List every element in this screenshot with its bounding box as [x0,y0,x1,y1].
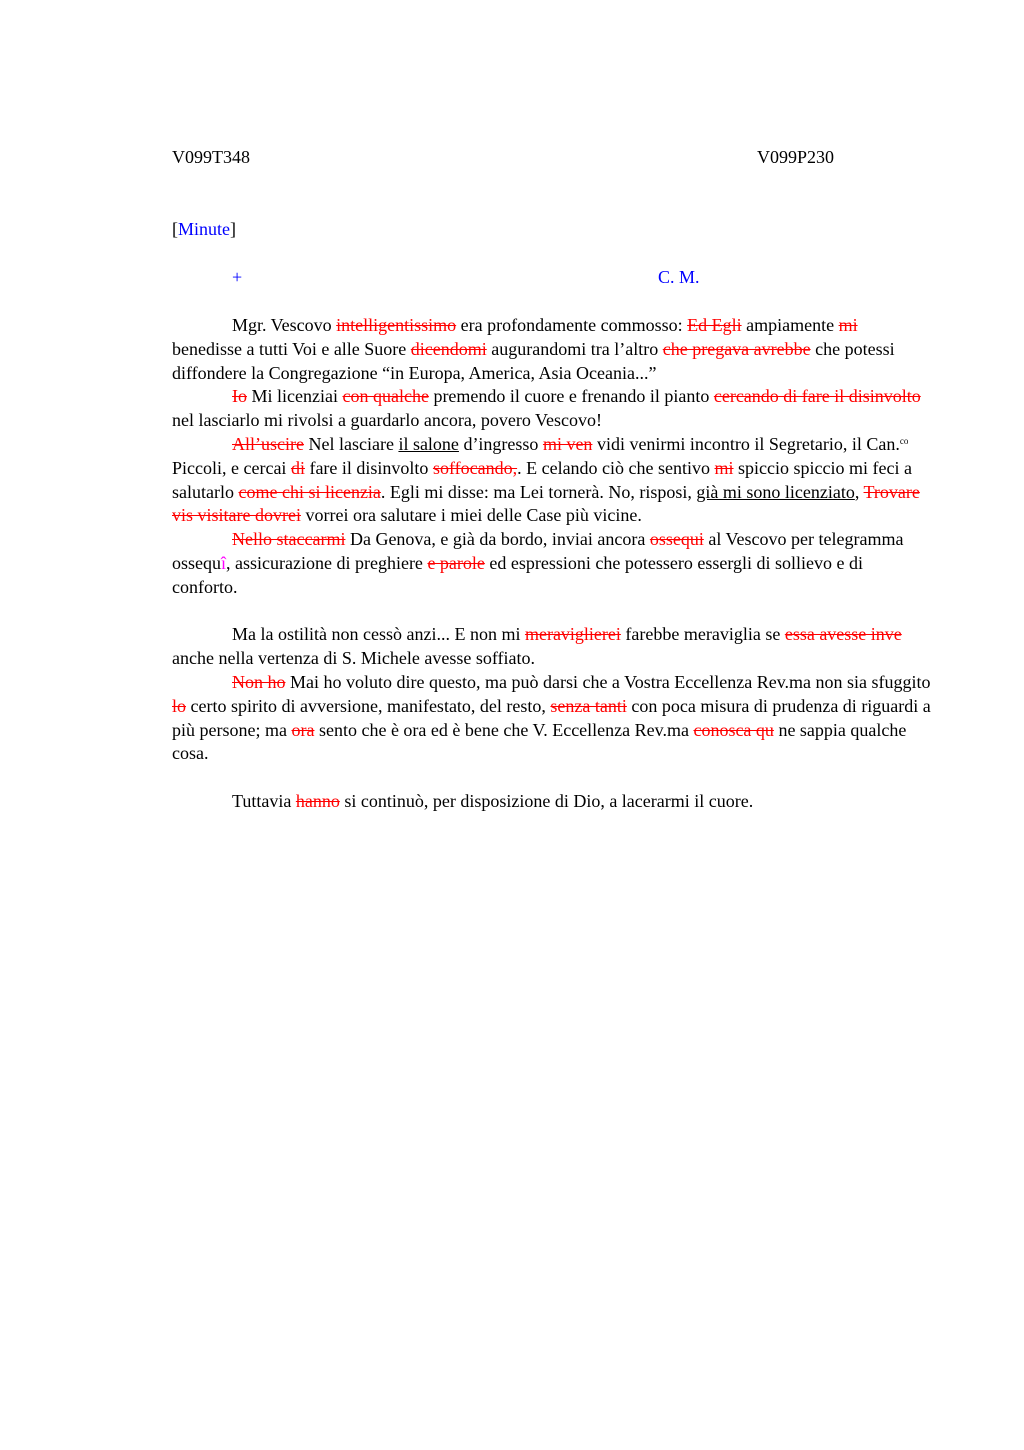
text-run: Ma la ostilità non cessò anzi... E non mi [232,624,525,645]
text-run: , [854,481,864,502]
text-run: augurandomi tra l’altro [486,338,663,359]
text-run: d’ingresso [458,433,543,454]
text-run: nel lasciarlo mi rivolsi a guardarlo ancora, povero Vescovo! [172,410,603,431]
deleted-text: Nello staccarmi [232,529,346,550]
paragraph-6 [172,671,932,766]
text-run: si continuò, per disposizione di Dio, a lacerarmi il cuore. [339,790,754,811]
deleted-text: ora [291,719,315,740]
paragraph-2 [172,385,932,433]
text-run: . E celando ciò che sentivo [517,457,715,478]
text-run: era profondamente commosso: [456,315,688,335]
cm-heading: C. M. [658,267,700,287]
text-run: Mai ho voluto dire questo, ma può darsi che a Vostra Eccellenza Rev.ma non sia sfuggito [285,671,931,692]
deleted-text: Non ho [232,671,286,692]
deleted-text: che pregava avrebbe [662,338,811,359]
text-run: anche nella vertenza di S. Michele avesse soffiato. [172,648,536,669]
text-run: con poca misura di prudenza di riguardi a più persone; ma [172,695,931,740]
deleted-text: con qualche [342,386,429,407]
deleted-text: dicendomi [410,338,487,359]
document-code-left: V099T348 [172,147,250,167]
deleted-text: intelligentissimo [336,315,457,335]
minute-label: Minute [178,219,230,239]
text-run: Mgr. Vescovo [232,315,337,335]
text-run: vorrei ora salutare i miei delle Case più vicine. [300,505,642,526]
deleted-text: hanno [295,790,340,811]
bracket-close: ] [230,219,236,239]
paragraph-1 [172,314,932,385]
deleted-text: meraviglierei [524,624,621,645]
text-run: , assicurazione di preghiere [226,552,428,573]
deleted-text: di [290,457,305,478]
section-label [172,219,236,240]
deleted-text: mi [838,315,858,335]
text-run: fare il disinvolto [304,457,433,478]
deleted-text: Ed Egli [687,315,742,335]
underlined-text: il salone [398,433,459,454]
text-run: al Vescovo per telegramma ossequ [172,529,904,573]
text-run: ne sappia qualche cosa. [172,719,907,764]
text-run: Da Genova, e già da bordo, inviai ancora [345,529,650,550]
deleted-text: conosca qu [693,719,774,740]
text-run: Tuttavia [232,790,296,811]
deleted-text: mi ven [542,433,593,454]
text-run: spiccio spiccio mi feci a salutarlo [172,457,912,502]
deleted-text: cercando di fare il disinvolto [713,386,921,407]
text-run: ed espressioni che potessero essergli di sollievo e di conforto. [172,552,863,597]
deleted-text: Io [232,386,247,407]
deleted-text: e parole [427,552,485,573]
text-run: Nel lasciare [303,433,399,454]
superscript-text: co [899,435,909,446]
paragraph-5 [172,623,932,671]
deleted-text: soffocando, [432,457,518,478]
bracket-open: [ [172,219,178,239]
deleted-text: All’uscire [232,433,304,454]
text-run: certo spirito di avversione, manifestato, del resto, [186,695,551,716]
marked-character: î [221,552,227,573]
paragraph-7 [172,790,932,814]
deleted-text: senza tanti [550,695,627,716]
deleted-text: come chi si licenzia [238,481,381,502]
text-run: Mi licenziai [247,386,343,407]
text-run: Piccoli, e cercai [172,457,291,478]
text-run: vidi venirmi incontro il Segretario, il Can. [592,433,900,454]
text-run: sento che è ora ed è bene che V. Eccellenza Rev.ma [314,719,694,740]
letter-body [172,314,932,814]
text-run: che potessi diffondere la Congregazione “in Europa, America, Asia Oceania...” [172,338,895,383]
underlined-text: già mi sono licenziato [696,481,855,502]
deleted-text: ossequi [649,529,704,550]
cross-mark: + [232,267,243,287]
text-run: benedisse a tutti Voi e alle Suore [172,338,411,359]
document-code-right: V099P230 [757,147,835,167]
text-run: farebbe meraviglia se [620,624,785,645]
text-run: . Egli mi disse: ma Lei tornerà. No, risposi, [380,481,697,502]
text-run: ampiamente [741,315,839,335]
paragraph-4 [172,528,932,599]
deleted-text: essa avesse inve [784,624,902,645]
deleted-text: Trovare vis visitare dovrei [172,481,920,526]
deleted-text: mi [714,457,734,478]
deleted-text: lo [172,695,187,716]
paragraph-3 [172,433,932,528]
text-run: premendo il cuore e frenando il pianto [428,386,714,407]
